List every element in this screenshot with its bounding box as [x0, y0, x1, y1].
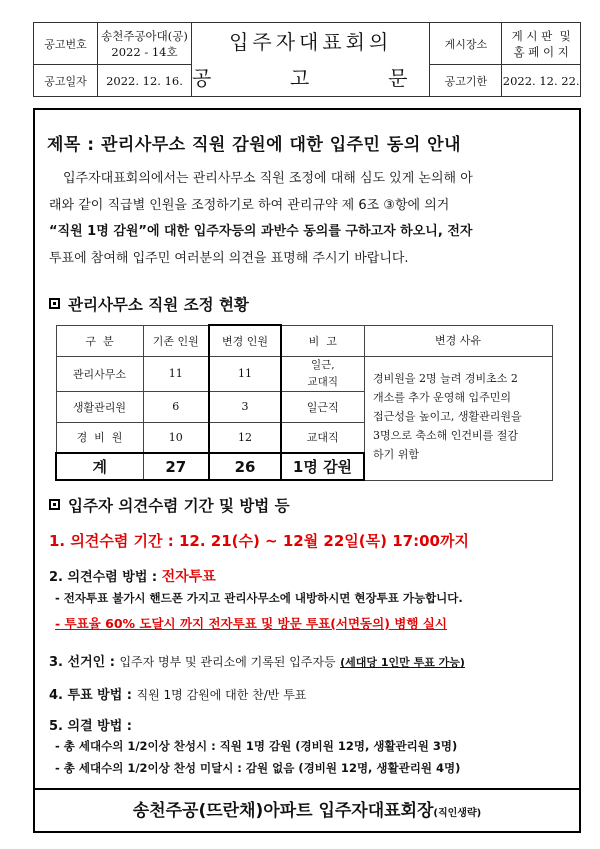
intro-paragraph [49, 166, 569, 272]
notice-no-value [98, 23, 192, 65]
row-before: 10 [143, 422, 209, 453]
post-place-value [502, 23, 581, 65]
total-after: 26 [209, 453, 281, 480]
row-note: 교대직 [281, 422, 364, 453]
method-label: 2. 의견수렴 방법 : [49, 570, 162, 585]
staff-table [55, 324, 553, 481]
method-sub1: - 전자투표 불가시 핸드폰 가지고 관리사무소에 내방하시면 현장투표 가능합니다. [55, 591, 463, 605]
voters-label: 3. 선거인 : [49, 655, 120, 670]
row-before: 6 [143, 391, 209, 422]
intro-line: 입주자대표회의에서는 관리사무소 직원 조정에 대해 심도 있게 논의해 아 [63, 171, 473, 186]
decision-sub1: - 총 세대수의 1/2이상 찬성시 : 직원 1명 감원 (경비원 12명, 생활관리원 3명) [55, 739, 458, 753]
notice-date-label: 공고일자 [34, 65, 98, 97]
total-note: 1명 감원 [281, 453, 364, 480]
row-note-line1: 일근, [310, 358, 335, 371]
reason-line: 개소를 추가 운영해 입주민의 [373, 390, 512, 404]
row-after: 12 [209, 422, 281, 453]
intro-line: 투표에 참여해 입주민 여러분의 의견을 표명해 주시기 바랍니다. [49, 250, 409, 266]
deadline-label: 공고기한 [430, 65, 502, 97]
table-header-row [56, 325, 552, 356]
post-place-line1: 게 시 판 및 [511, 28, 571, 43]
notice-no-line2: 2022 - 14호 [111, 44, 178, 59]
deadline-value: 2022. 12. 22. [502, 65, 581, 97]
vote-method-label: 4. 투표 방법 : [49, 688, 137, 703]
total-before: 27 [143, 453, 209, 480]
row-note: 일근직 [281, 391, 364, 422]
vote-method-value: 직원 1명 감원에 대한 찬/반 투표 [136, 688, 307, 702]
section-opinion [49, 494, 290, 516]
reason-line: 3명으로 축소해 인건비를 절감 [373, 428, 518, 442]
notice-title-line1: 입주자대표회의 [229, 29, 393, 54]
col-header: 변경 사유 [364, 325, 552, 356]
intro-line-emphasis: “직원 1명 감원”에 대한 입주자등의 과반수 동의를 구하고자 하오니, 전자 [49, 224, 473, 239]
notice-title [192, 23, 430, 97]
row-after: 3 [209, 391, 281, 422]
notice-title-line2: 공 고 문 [192, 65, 430, 90]
vote-method-line [49, 684, 306, 703]
doc-title: 제목 : 관리사무소 직원 감원에 대한 입주민 동의 안내 [47, 135, 462, 155]
footer-org: 송천주공(뜨란채)아파트 입주자대표회장 [132, 801, 434, 821]
post-place-line2: 홈 페 이 지 [513, 44, 569, 59]
notice-body [33, 108, 581, 833]
col-header: 변경 인원 [209, 325, 281, 356]
section-opinion-label: 입주자 의견수렴 기간 및 방법 등 [68, 497, 290, 515]
square-bullet-icon [49, 298, 60, 309]
notice-date-value: 2022. 12. 16. [98, 65, 192, 97]
row-name: 관리사무소 [56, 356, 143, 391]
row-after: 11 [209, 356, 281, 391]
voters-note: (세대당 1인만 투표 가능) [340, 656, 465, 669]
section-staff-status-label: 관리사무소 직원 조정 현황 [68, 296, 249, 314]
method-value: 전자투표 [161, 569, 216, 585]
row-note-line2: 교대직 [307, 375, 338, 388]
reason-line: 경비원을 2명 늘려 경비초소 2 [373, 371, 518, 385]
post-place-label: 게시장소 [430, 23, 502, 65]
period-line: 1. 의견수렴 기간 : 12. 21(수) ~ 12월 22일(목) 17:00까지 [49, 532, 469, 550]
reason-line: 접근성을 높이고, 생활관리원을 [373, 409, 522, 423]
row-note [281, 356, 364, 391]
notice-no-label: 공고번호 [34, 23, 98, 65]
intro-line: 래와 같이 직급별 인원을 조정하기로 하여 관리규약 제 6조 ③항에 의거 [49, 197, 450, 213]
change-reason [364, 356, 552, 480]
voters-line [49, 651, 465, 670]
method-sub2: - 투표율 60% 도달시 까지 전자투표 및 방문 투표(서면동의) 병행 실시 [55, 616, 447, 631]
col-header: 비 고 [281, 325, 364, 356]
square-bullet-icon [49, 499, 60, 510]
row-name: 생활관리원 [56, 391, 143, 422]
col-header: 구 분 [56, 325, 143, 356]
notice-no-line1: 송천주공아대(공) [101, 28, 188, 43]
footer-sig-note: (직인생략) [433, 808, 482, 819]
table-row [56, 356, 552, 391]
decision-line: 5. 의결 방법 : [49, 719, 132, 734]
decision-sub2: - 총 세대수의 1/2이상 찬성 미달시 : 감원 없음 (경비원 12명, 생활관리원 4명) [55, 761, 461, 775]
voters-value: 입주자 명부 및 관리소에 기록된 입주자등 [119, 655, 336, 669]
reason-line: 하기 위함 [373, 447, 420, 461]
row-before: 11 [143, 356, 209, 391]
total-name: 계 [56, 453, 143, 480]
notice-header-table [33, 22, 581, 97]
section-staff-status [49, 293, 249, 315]
col-header: 기존 인원 [143, 325, 209, 356]
method-line [49, 566, 216, 586]
footer-signature [35, 788, 579, 833]
row-name: 경 비 원 [56, 422, 143, 453]
